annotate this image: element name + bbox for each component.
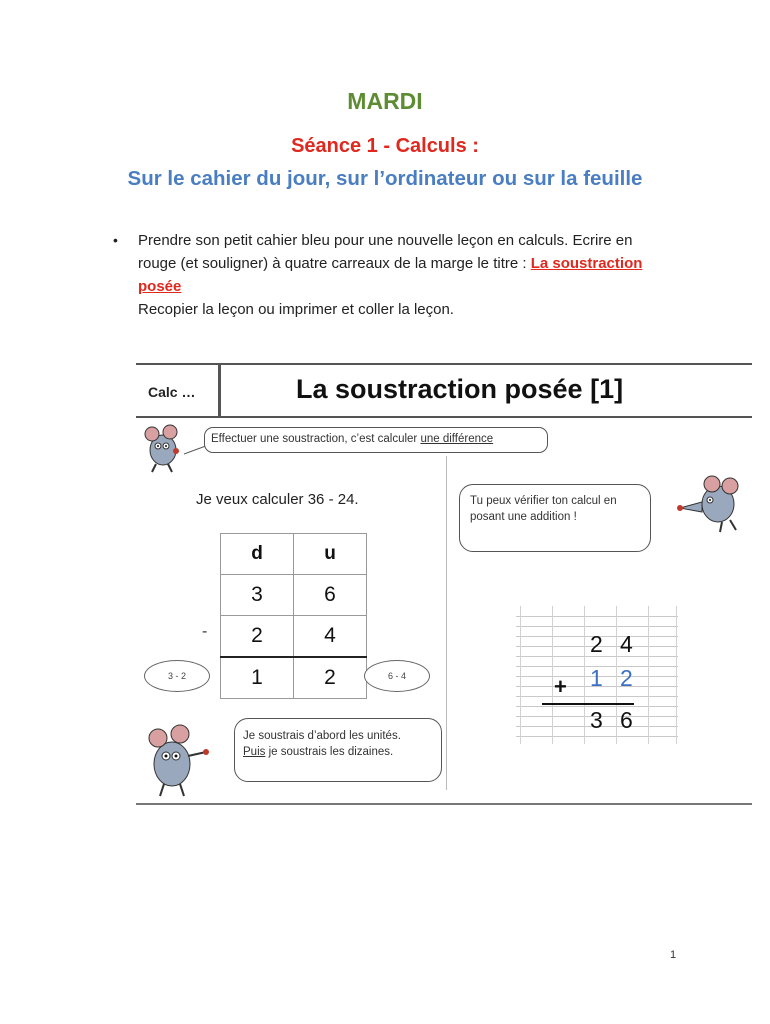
instructions-text: [138, 229, 673, 321]
grid-column: [616, 606, 617, 744]
check-bubble: Tu peux vérifier ton calcul en posant une addition !: [459, 484, 651, 552]
calc-label: Calc …: [148, 384, 196, 400]
definition-bubble: [204, 427, 548, 453]
sum-tens: 3: [590, 707, 603, 733]
header-bottom-rule: [136, 416, 752, 418]
table-cell: 4: [294, 616, 367, 658]
day-heading: MARDI: [347, 88, 423, 114]
instruction-line-2: Recopier la leçon ou imprimer et coller la leçon.: [138, 301, 454, 318]
plus-sign: +: [554, 674, 567, 699]
addition-rule: [542, 703, 634, 705]
lesson-title: La soustraction posée [1]: [296, 374, 624, 404]
minus-sign: -: [202, 623, 208, 640]
table-cell: 3: [221, 575, 294, 616]
hint-ellipse-tens: 3 - 2: [144, 660, 210, 692]
grid-column: [552, 606, 553, 744]
grid-column: [584, 606, 585, 744]
grid-line: [516, 736, 678, 737]
header-dizaines: d: [221, 534, 294, 575]
table-cell: 2: [221, 616, 294, 658]
addend1-units: 4: [620, 631, 633, 657]
instruction-line-1: Prendre son petit cahier bleu pour une nouvelle leçon en calculs. Ecrire en rouge (et souligner) à quatre carreaux de la marge le titre :: [138, 232, 633, 272]
header-separator: [218, 363, 221, 418]
addend2-units: 2: [620, 665, 633, 691]
hint-ellipse-units: 6 - 4: [364, 660, 430, 692]
sum-units: 6: [620, 707, 633, 733]
result-cell: 1: [221, 657, 294, 699]
subtitle-heading: Sur le cahier du jour, sur l’ordinateur ou sur la feuille: [127, 167, 643, 190]
result-cell: 2: [294, 657, 367, 699]
addend2-tens: 1: [590, 665, 603, 691]
method-line-2: je soustrais les dizaines.: [265, 746, 394, 758]
header-top-rule: [136, 363, 752, 365]
grid-column: [520, 606, 521, 744]
mouse-mascot-icon: [136, 720, 214, 800]
grid-line: [516, 696, 678, 697]
column-divider: [446, 456, 447, 790]
grid-line: [516, 626, 678, 627]
lesson-bottom-rule: [136, 803, 752, 805]
definition-prefix: Effectuer une soustraction, c’est calculer: [211, 433, 421, 445]
lesson-title-red: La soustraction posée: [138, 255, 643, 295]
mouse-mascot-icon: [666, 472, 746, 534]
grid-line: [516, 616, 678, 617]
addition-grid: [516, 606, 678, 744]
method-line-1: Je soustrais d’abord les unités.: [243, 730, 401, 742]
bullet-icon: •: [113, 232, 118, 248]
subtraction-table: [220, 533, 367, 699]
page-number: 1: [670, 949, 677, 961]
instructions-block: [113, 229, 673, 321]
method-bubble: [234, 718, 442, 782]
grid-column: [676, 606, 677, 744]
definition-key: une différence: [420, 433, 494, 445]
method-puis: Puis: [243, 746, 266, 758]
table-cell: 6: [294, 575, 367, 616]
header-unites: u: [294, 534, 367, 575]
intro-text: Je veux calculer 36 - 24.: [196, 491, 359, 508]
addend1-tens: 2: [590, 631, 603, 657]
lesson-image: [136, 360, 752, 808]
session-heading: Séance 1 - Calculs :: [291, 135, 479, 157]
grid-column: [648, 606, 649, 744]
